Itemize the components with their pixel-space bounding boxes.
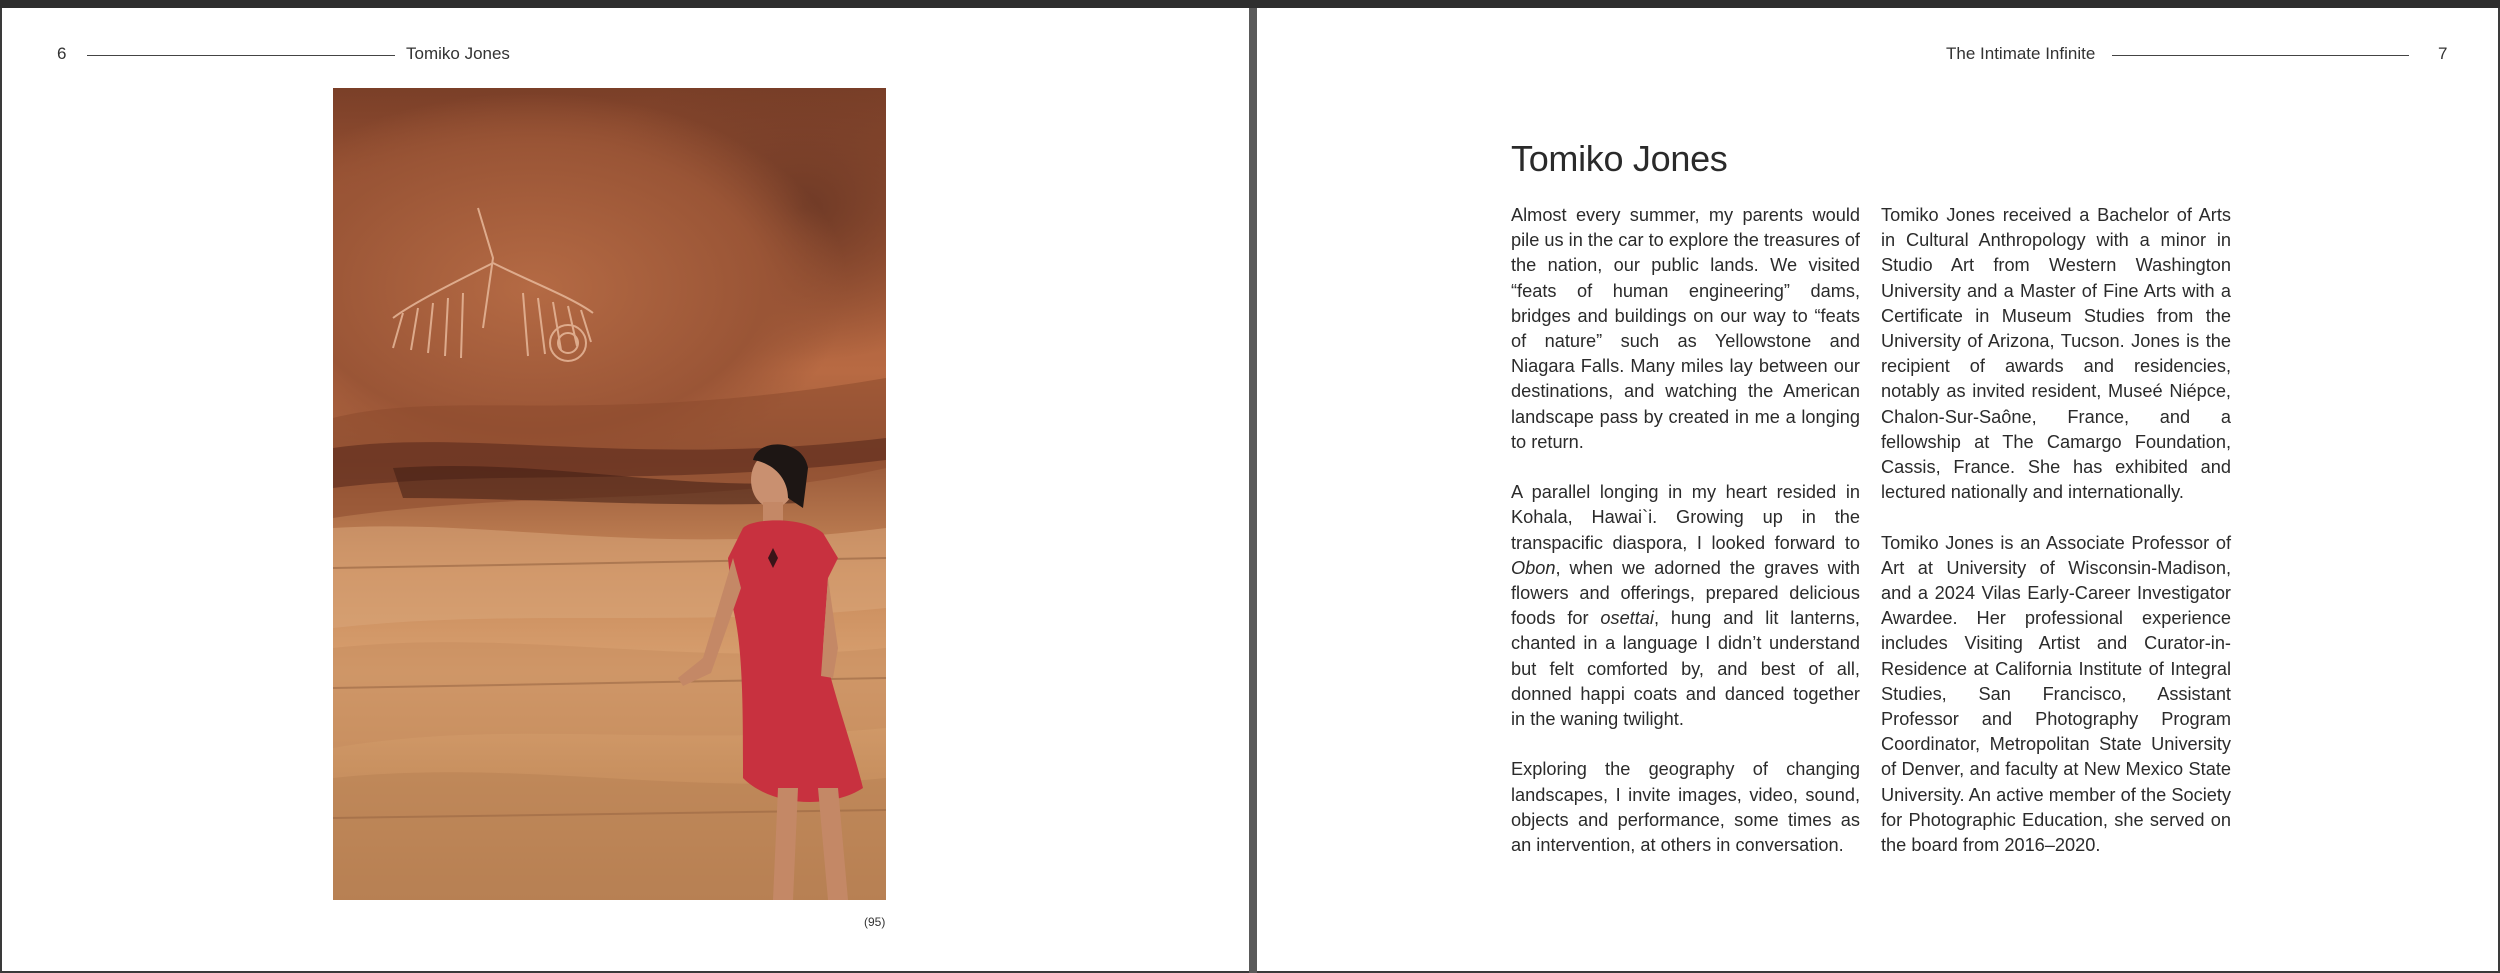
right-page [1257,8,2498,971]
paragraph: Exploring the geography of changing landscapes, I invite images, video, sound, objects and performance, some times as an intervention, at others in conversation. [1511,759,1860,856]
italic-term: osettai [1600,608,1654,629]
paragraph: Tomiko Jones is an Associate Professor of Art at University of Wisconsin-Madison, and a 2024 Vilas Early-Career Investigator Awardee. Her professional experience includes Visiting Artist and Curator-in-Residence at California Institute of Integral Studies, San Francisco, Assistant Professor and Photography Program Coordinator, Metropolitan State University of Denver, and faculty at New Mexico State University. An active member of the Society for Photographic Education, she served on the board from 2016–2020. [1881,532,2231,856]
paragraph: Tomiko Jones received a Bachelor of Arts in Cultural Anthropology with a minor in Studio Art from Western Washington University and a Master of Fine Arts with a Certificate in Museum Studies from the University of Arizona, Tucson. Jones is the recipient of awards and residencies, notably as invited resident, Museé Niépce, Chalon-Sur-Saône, France, and a fellowship at The Camargo Foundation, Cassis, France. She has exhibited and lectured nationally and internationally. [1881,205,2231,503]
viewer-top-bar [0,0,2500,8]
italic-term: Obon [1511,557,1556,578]
paragraph: A parallel longing in my heart resided in Kohala, Hawai`i. Growing up in the transpacific diaspora, I looked forward to Obon, when we adorned the graves with flowers and offerings, prepared delicious foods for osettai, hung and lit lanterns, chanted in a language I didn’t understand but felt comforted by, and best of all, donned happi coats and danced together in the waning twilight. [1511,482,1860,730]
page-gutter [1249,8,1257,973]
running-head-title: The Intimate Infinite [1946,44,2096,63]
text-column-left [1511,203,1860,883]
running-head-title: Tomiko Jones [406,44,510,63]
page-number: 7 [2438,44,2448,63]
artist-photograph [333,88,886,900]
photo-caption: (95) [864,915,886,929]
article-heading: Tomiko Jones [1511,138,1728,179]
running-head-rule [2112,55,2409,56]
text-column-right [1881,203,2231,883]
paragraph: Almost every summer, my parents would pile us in the car to explore the treasures of the nation, our public lands. We visited “feats of human engineering” dams, bridges and buildings on our way to “feats of nature” such as Yellowstone and Niagara Falls. Many miles lay between our destinations, and watching the American landscape pass by created in me a longing to return. [1511,205,1860,452]
running-head-rule [87,55,395,56]
photo-illustration [333,88,886,900]
page-number: 6 [57,44,67,63]
